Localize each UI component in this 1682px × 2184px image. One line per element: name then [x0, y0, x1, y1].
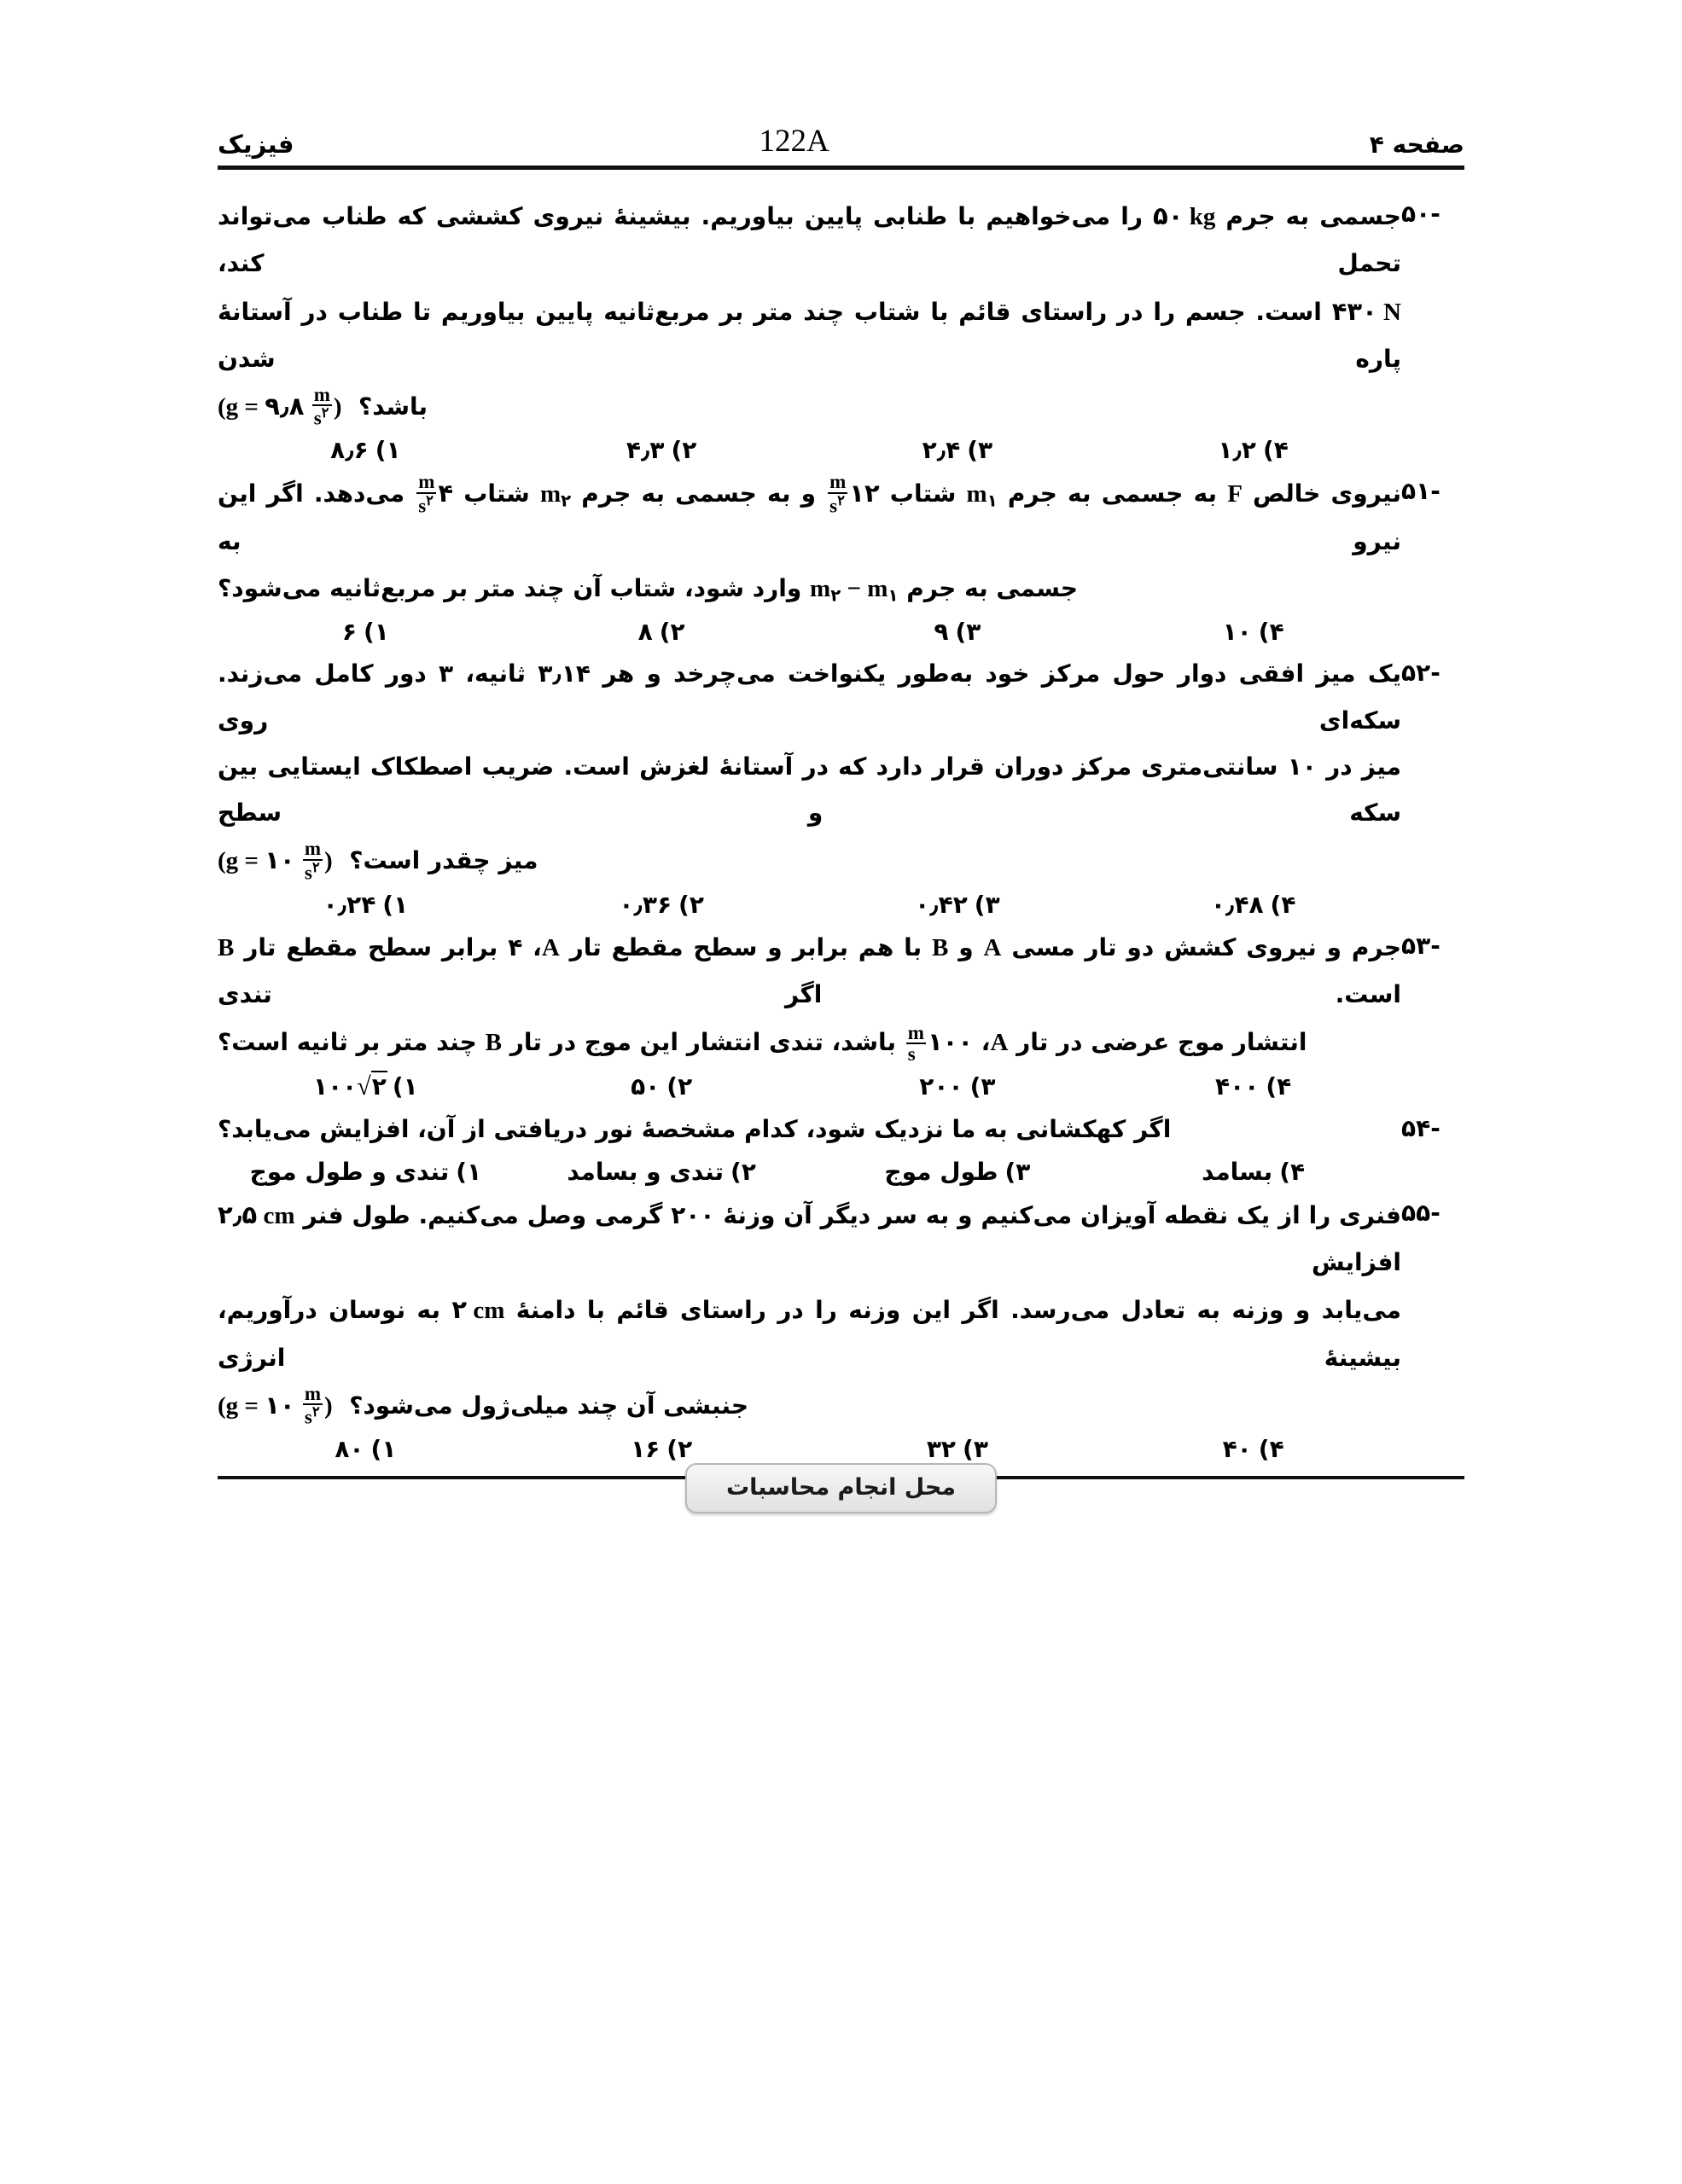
option-label: ۴) — [1258, 1435, 1284, 1464]
option-label: ۲) — [659, 618, 685, 647]
question-text-line: جسمی به جرم ۵۰ kg را می‌خواهیم با طنابی پایین بیاوریم. بیشینهٔ نیروی کششی که طناب می‌تواند تحمل کند، — [218, 192, 1401, 288]
option-4[interactable] — [1105, 1072, 1401, 1101]
question-text-line: باشد؟ (g = ۹٫۸ $\frac{m}{s^۲}$ ) — [218, 382, 1401, 431]
option-label: ۲) — [666, 1072, 693, 1101]
question-text-line: نیروی خالص F به جسمی به جرم $m_۱$ شتاب ۱۲ $\frac{m}{s^۲}$ و به جسمی به جرم $m_۲$ شتاب ۴ $\frac{m}{s^۲}$ می‌دهد. اگر این نیرو به — [218, 471, 1401, 555]
question-body — [218, 469, 1401, 648]
unit-m-per-s: $\frac{m}{s}$ — [907, 1021, 924, 1066]
calculation-area-label: محل انجام محاسبات — [685, 1463, 997, 1513]
force-symbol-F: F — [1227, 480, 1243, 508]
question-number: -۵۵ — [1401, 1198, 1440, 1227]
option-text: ۰٫۲۴ — [323, 890, 376, 919]
question-50 — [218, 192, 1464, 466]
option-3[interactable] — [810, 891, 1106, 919]
option-1[interactable] — [218, 1435, 514, 1463]
option-text: ۰٫۴۲ — [915, 890, 968, 919]
question-number: -۵۴ — [1401, 1113, 1440, 1142]
amplitude-value: ۲ cm — [451, 1295, 505, 1325]
mass-symbol-m2: $m_۲$ — [539, 480, 572, 511]
option-label: ۲) — [730, 1157, 756, 1186]
option-3[interactable] — [810, 1072, 1106, 1101]
option-4[interactable] — [1105, 1158, 1401, 1186]
option-3[interactable] — [810, 436, 1106, 464]
option-label: ۱) — [392, 1072, 418, 1101]
acceleration-12: ۱۲ — [849, 479, 880, 508]
option-text-sqrt: ۱۰۰√۲ — [313, 1072, 387, 1101]
option-label: ۱) — [370, 1435, 397, 1464]
question-text-line: اگر کهکشانی به ما نزدیک شود، کدام مشخصهٔ نور دریافتی از آن، افزایش می‌یابد؟ — [218, 1114, 1172, 1143]
option-label: ۴) — [1263, 436, 1289, 465]
option-label: ۳) — [1004, 1157, 1031, 1186]
option-label: ۲) — [678, 890, 704, 919]
question-list — [218, 192, 1464, 1465]
option-text: ۴٫۳ — [626, 436, 665, 465]
option-4[interactable] — [1105, 1435, 1401, 1463]
speed-value-100: ۱۰۰ — [927, 1027, 974, 1057]
question-body — [218, 192, 1401, 466]
option-text: ۲٫۴ — [922, 436, 961, 465]
option-text: تندی و طول موج — [249, 1157, 450, 1186]
question-51 — [218, 469, 1464, 648]
gravity-constant-note: (g = ۱۰ $\frac{m}{s^۲}$ ) — [218, 838, 333, 884]
subject-title: فیزیک — [218, 130, 294, 159]
unit-m-per-s2: $\frac{m}{s^۲}$ — [418, 471, 435, 517]
option-text: ۰٫۳۶ — [619, 890, 672, 919]
option-1[interactable] — [218, 618, 514, 646]
question-text-line: میز در ۱۰ سانتی‌متری مرکز دوران قرار دارد که در آستانهٔ لغزش است. ضریب اصطکاک ایستایی بین سکه و سطح — [218, 752, 1401, 828]
option-label: ۱) — [375, 436, 401, 465]
page-number-label: صفحه ۴ — [1369, 131, 1464, 159]
question-text-line: انتشار موج عرضی در تار A، ۱۰۰ $\frac{m}{s}$ باشد، تندی انتشار این موج در تار B چند متر بر ثانیه است؟ — [218, 1018, 1401, 1066]
option-label: ۱) — [363, 618, 389, 647]
header-divider — [218, 166, 1464, 170]
option-1[interactable] — [218, 436, 514, 464]
option-text: تندی و بسامد — [567, 1157, 725, 1186]
option-text: ۰٫۴۸ — [1210, 890, 1264, 919]
options-row — [218, 1072, 1401, 1101]
mass-value-50kg: ۵۰ kg — [1153, 201, 1216, 230]
option-text: بسامد — [1202, 1157, 1273, 1186]
options-row — [218, 1158, 1401, 1186]
question-body — [218, 1191, 1401, 1465]
question-number: -۵۰ — [1401, 200, 1440, 228]
option-label: ۲) — [666, 1435, 693, 1464]
options-row — [218, 1435, 1401, 1463]
option-label: ۳) — [967, 436, 993, 465]
option-label: ۴) — [1279, 1157, 1306, 1186]
unit-m-per-s2: $\frac{m}{s^۲}$ — [829, 471, 847, 517]
spring-stretch-value: ۲٫۵ cm — [218, 1199, 295, 1229]
option-label: ۳) — [955, 618, 981, 647]
option-label: ۳) — [963, 1435, 988, 1464]
question-text-line: ۴۳۰ N است. جسم را در راستای قائم با شتاب چند متر بر مربع‌ثانیه پایین بیاوریم تا طناب در آستانهٔ پاره شدن — [218, 288, 1401, 383]
option-text: ۶ — [341, 618, 357, 647]
gravity-constant-note: (g = ۹٫۸ $\frac{m}{s^۲}$ ) — [218, 383, 342, 430]
question-number: -۵۲ — [1401, 659, 1440, 688]
option-label: ۱) — [382, 890, 409, 919]
option-1[interactable] — [218, 1158, 514, 1186]
booklet-code: 122A — [759, 124, 829, 159]
option-label: ۴) — [1270, 890, 1296, 919]
string-symbol-B: B — [485, 1029, 502, 1057]
option-2[interactable] — [514, 1158, 810, 1186]
option-2[interactable] — [514, 436, 810, 464]
string-symbol-A: A — [983, 933, 1002, 961]
option-text: ۸٫۶ — [330, 436, 369, 465]
question-number: -۵۳ — [1401, 931, 1440, 960]
option-2[interactable] — [514, 891, 810, 919]
question-text-line: جسمی به جرم $m_۲ - m_۱$ وارد شود، شتاب آن چند متر بر مربع‌ثانیه می‌شود؟ — [218, 565, 1401, 613]
question-54 — [218, 1107, 1464, 1188]
option-4[interactable] — [1105, 436, 1401, 464]
option-text: طول موج — [884, 1157, 998, 1186]
option-text: ۴۰ — [1222, 1435, 1252, 1464]
option-3[interactable] — [810, 618, 1106, 646]
mass-difference-expression: $m_۲ - m_۱$ — [810, 574, 899, 606]
option-4[interactable] — [1105, 891, 1401, 919]
option-4[interactable] — [1105, 618, 1401, 646]
question-53 — [218, 924, 1464, 1103]
option-2[interactable] — [514, 1435, 810, 1463]
question-text-line: جنبشی آن چند میلی‌ژول می‌شود؟ (g = ۱۰ $\frac{m}{s^۲}$ ) — [218, 1381, 1401, 1430]
question-text-line: می‌یابد و وزنه به تعادل می‌رسد. اگر این وزنه را در راستای قائم با دامنهٔ ۲ cm به نوسان درآوریم، بیشینهٔ انرژی — [218, 1286, 1401, 1381]
option-text: ۵۰ — [631, 1072, 661, 1101]
option-text: ۴۰۰ — [1215, 1072, 1260, 1101]
question-body — [218, 1107, 1401, 1188]
question-55 — [218, 1191, 1464, 1465]
option-label: ۴) — [1266, 1072, 1292, 1101]
page-header — [218, 0, 1464, 157]
option-label: ۱) — [456, 1157, 482, 1186]
question-number: -۵۱ — [1401, 477, 1440, 506]
options-row — [218, 618, 1401, 646]
option-text: ۱٫۲ — [1218, 436, 1256, 465]
string-symbol-B: B — [932, 933, 949, 961]
option-1[interactable] — [218, 1072, 514, 1101]
option-label: ۲) — [671, 436, 697, 465]
question-text-line: یک میز افقی دوار حول مرکز خود به‌طور یکنواخت می‌چرخد و هر ۳٫۱۴ ثانیه، ۳ دور کامل می‌زند. سکه‌ای روی — [218, 659, 1401, 735]
question-body — [218, 651, 1401, 921]
option-3[interactable] — [810, 1158, 1106, 1186]
option-text: ۲۰۰ — [919, 1072, 963, 1101]
question-body — [218, 924, 1401, 1103]
option-text: ۹ — [934, 618, 949, 647]
tension-value-430n: ۴۳۰ N — [1331, 296, 1401, 326]
acceleration-4: ۴ — [438, 479, 454, 508]
option-1[interactable] — [218, 891, 514, 919]
option-label: ۳) — [969, 1072, 996, 1101]
question-text-line: میز چقدر است؟ (g = ۱۰ $\frac{m}{s^۲}$ ) — [218, 836, 1401, 885]
calc-area — [218, 1463, 1464, 1513]
option-text: ۸۰ — [335, 1435, 364, 1464]
gravity-constant-note: (g = ۱۰ $\frac{m}{s^۲}$ ) — [218, 1382, 333, 1428]
string-symbol-A: A — [990, 1029, 1009, 1057]
string-symbol-A: A — [541, 933, 560, 961]
option-2[interactable] — [514, 1072, 810, 1101]
options-row — [218, 891, 1401, 919]
string-symbol-B: B — [218, 933, 235, 961]
option-label: ۳) — [974, 890, 1000, 919]
option-text: ۱۰ — [1222, 618, 1252, 647]
option-label: ۴) — [1258, 618, 1284, 647]
question-text-line: فنری را از یک نقطه آویزان می‌کنیم و به سر دیگر آن وزنهٔ ۲۰۰ گرمی وصل می‌کنیم. طول فنر ۲٫۵ cm افزایش — [218, 1191, 1401, 1287]
option-text: ۳۲ — [926, 1435, 957, 1464]
option-text: ۱۶ — [631, 1435, 661, 1464]
option-text: ۸ — [637, 618, 653, 647]
question-text-line: جرم و نیروی کشش دو تار مسی A و B با هم برابر و سطح مقطع تار A، ۴ برابر سطح مقطع تار B است. اگر تندی — [218, 924, 1401, 1019]
option-2[interactable] — [514, 618, 810, 646]
options-row — [218, 436, 1401, 464]
option-3[interactable] — [810, 1435, 1106, 1463]
mass-symbol-m1: $m_۱$ — [966, 480, 998, 511]
question-52 — [218, 651, 1464, 921]
